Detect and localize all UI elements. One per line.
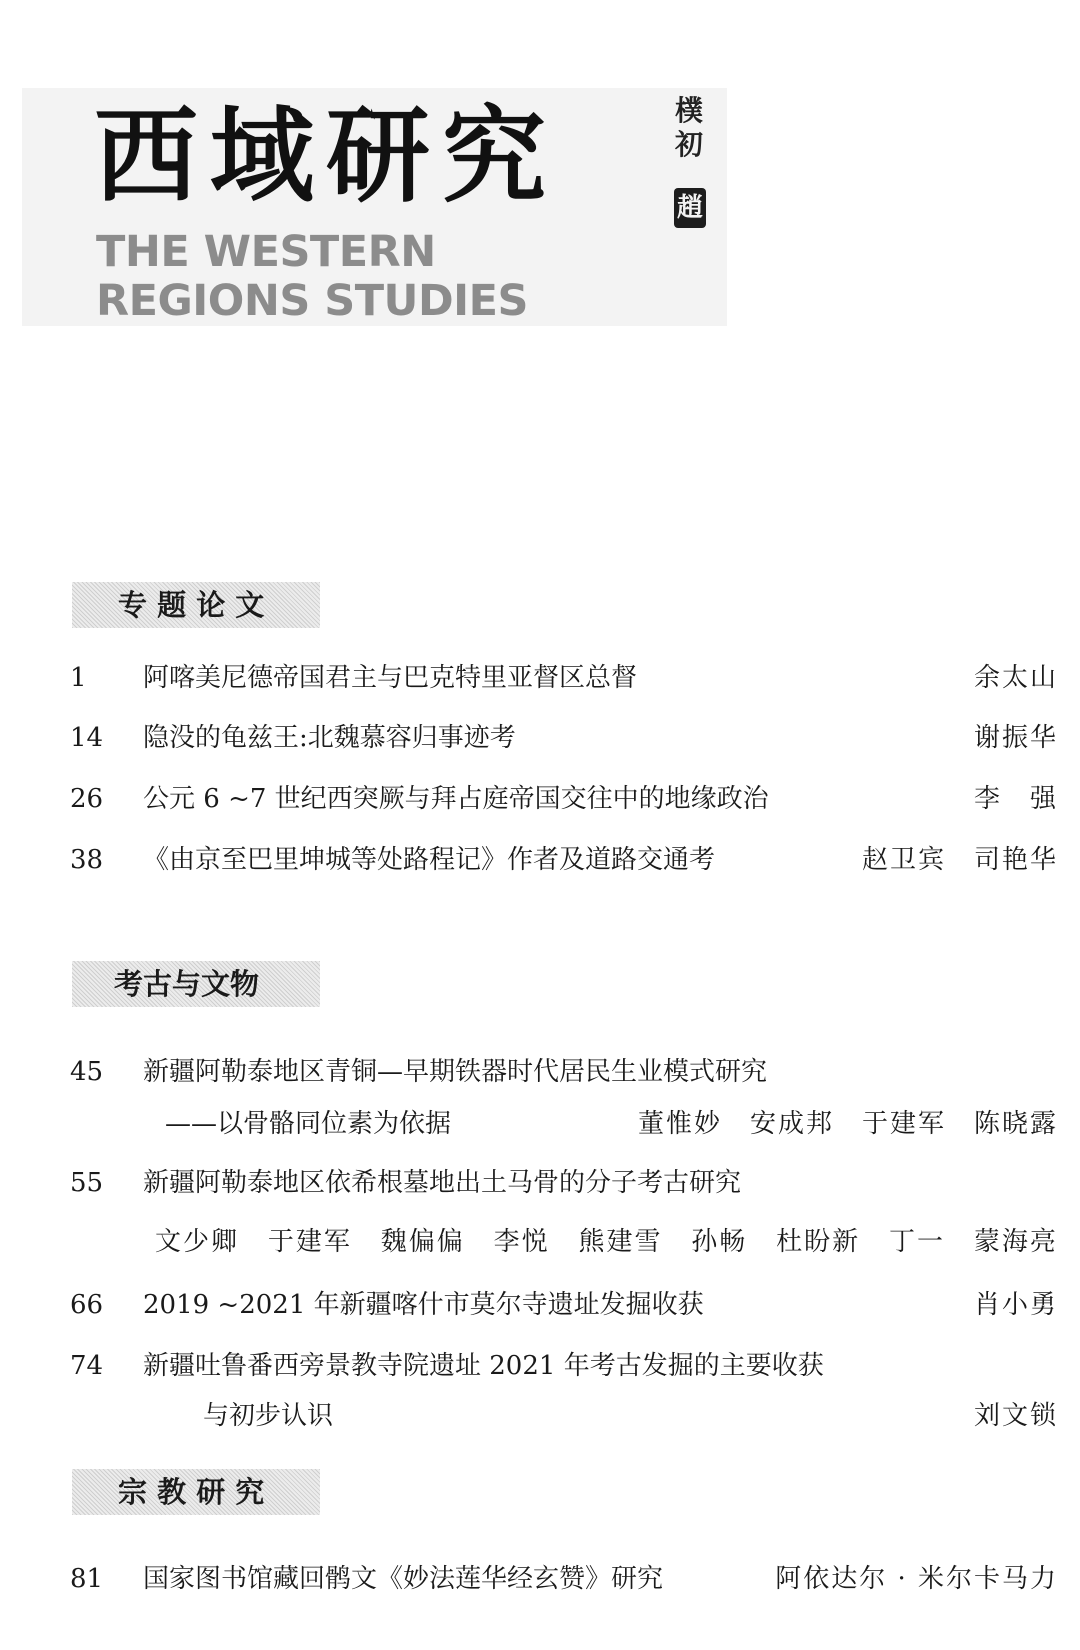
toc-entry[interactable]	[0, 1163, 1080, 1203]
journal-title-en	[96, 228, 528, 326]
article-title: 新疆阿勒泰地区青铜—早期铁器时代居民生业模式研究	[143, 1057, 768, 1087]
author: 魏偏偏	[380, 1227, 465, 1257]
author: 肖小勇	[973, 1290, 1058, 1320]
toc-entry[interactable]	[0, 1559, 1080, 1599]
journal-title-cn: 西域研究	[94, 94, 559, 217]
author: 于建军	[861, 1109, 946, 1139]
article-title-continuation: 与初步认识	[203, 1401, 334, 1431]
article-title: 国家图书馆藏回鹘文《妙法莲华经玄赞》研究	[143, 1564, 664, 1594]
toc-entry[interactable]	[0, 840, 1080, 880]
author: 李 强	[973, 784, 1058, 814]
author: 丁一	[889, 1227, 946, 1257]
toc-entry-continuation	[0, 1396, 1080, 1436]
toc-entry[interactable]	[0, 1052, 1080, 1092]
calligrapher-signature: 樸初	[674, 94, 703, 161]
author: 阿依达尔 · 米尔卡马力	[775, 1564, 1058, 1594]
toc-entry-continuation	[0, 1222, 1080, 1262]
page-number: 81	[70, 1564, 104, 1594]
author: 杜盼新	[776, 1227, 861, 1257]
author: 刘文锁	[973, 1401, 1058, 1431]
page-number: 14	[70, 723, 104, 753]
page-number: 1	[70, 663, 87, 693]
journal-title-en-line2: REGIONS STUDIES	[96, 276, 529, 326]
page-number: 38	[70, 845, 104, 875]
author: 蒙海亮	[973, 1227, 1058, 1257]
section-heading-religion: 宗 教 研 究	[72, 1469, 320, 1515]
author: 于建军	[267, 1227, 352, 1257]
article-title: 阿喀美尼德帝国君主与巴克特里亚督区总督	[143, 663, 638, 693]
page-number: 26	[70, 784, 104, 814]
author: 文少卿	[155, 1227, 240, 1257]
toc-entry[interactable]	[0, 1346, 1080, 1386]
journal-title-en-line1: THE WESTERN	[96, 227, 436, 277]
article-title: 《由京至巴里坤城等处路程记》作者及道路交通考	[143, 845, 716, 875]
page-number: 55	[70, 1168, 104, 1198]
author: 李悦	[493, 1227, 550, 1257]
page-number: 66	[70, 1290, 104, 1320]
article-title: 新疆阿勒泰地区依希根墓地出土马骨的分子考古研究	[143, 1168, 742, 1198]
toc-entry[interactable]	[0, 658, 1080, 698]
toc-entry[interactable]	[0, 779, 1080, 819]
author-list	[155, 1222, 1058, 1262]
author: 安成邦	[749, 1109, 834, 1139]
author: 董惟妙	[637, 1109, 722, 1139]
article-title: 公元 6 ~7 世纪西突厥与拜占庭帝国交往中的地缘政治	[143, 784, 769, 814]
author: 赵卫宾	[861, 845, 946, 875]
toc-entry[interactable]	[0, 718, 1080, 758]
masthead	[22, 88, 727, 326]
article-title: 2019 ~2021 年新疆喀什市莫尔寺遗址发掘收获	[143, 1290, 704, 1320]
author: 谢振华	[973, 723, 1058, 753]
page-number: 74	[70, 1351, 104, 1381]
section-heading-special-topics: 专 题 论 文	[72, 582, 320, 628]
section-heading-archaeology: 考古与文物	[72, 961, 320, 1007]
author: 孙畅	[691, 1227, 748, 1257]
article-title: 隐没的龟兹王:北魏慕容归事迹考	[143, 723, 516, 753]
author-list	[862, 840, 1058, 880]
toc-entry[interactable]	[0, 1285, 1080, 1325]
seal-stamp: 趙	[674, 188, 706, 228]
author-list	[638, 1104, 1058, 1144]
page-number: 45	[70, 1057, 104, 1087]
toc-entry-continuation	[0, 1104, 1080, 1144]
article-subtitle: ——以骨骼同位素为依据	[165, 1109, 452, 1139]
author: 余太山	[973, 663, 1058, 693]
author: 陈晓露	[973, 1109, 1058, 1139]
author: 司艳华	[973, 845, 1058, 875]
article-title: 新疆吐鲁番西旁景教寺院遗址 2021 年考古发掘的主要收获	[143, 1351, 824, 1381]
author: 熊建雪	[578, 1227, 663, 1257]
